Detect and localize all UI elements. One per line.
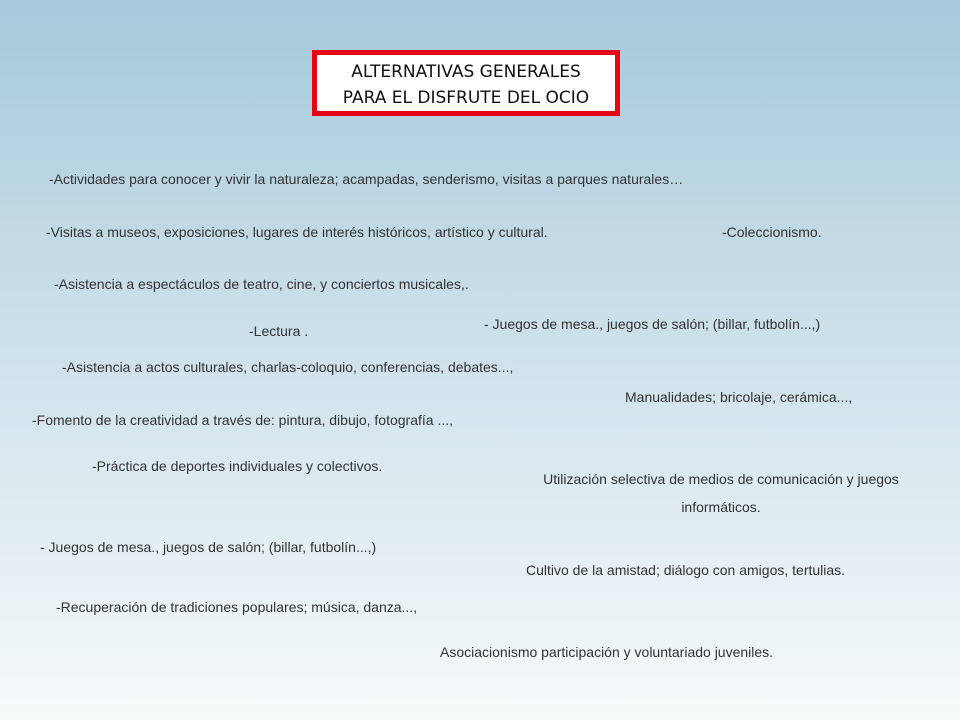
item-deportes: -Práctica de deportes individuales y colectivos. <box>92 458 383 474</box>
item-espectaculos: -Asistencia a espectáculos de teatro, cine, y conciertos musicales,. <box>54 276 469 292</box>
item-creatividad: -Fomento de la creatividad a través de: pintura, dibujo, fotografía ..., <box>32 412 454 428</box>
item-juegos-mesa-left: - Juegos de mesa., juegos de salón; (billar, futbolín...,) <box>40 539 377 555</box>
item-tradiciones: -Recuperación de tradiciones populares; música, danza..., <box>56 599 418 615</box>
item-medios: Utilización selectiva de medios de comunicación y juegos informáticos. <box>543 471 899 515</box>
item-coleccionismo: -Coleccionismo. <box>722 224 822 240</box>
slide-title-line-1: ALTERNATIVAS GENERALES <box>351 62 581 82</box>
item-manualidades: Manualidades; bricolaje, cerámica..., <box>625 389 853 405</box>
item-amistad: Cultivo de la amistad; diálogo con amigos, tertulias. <box>526 562 846 578</box>
item-juegos-mesa-right: - Juegos de mesa., juegos de salón; (billar, futbolín...,) <box>484 316 821 332</box>
item-lectura: -Lectura . <box>249 323 309 339</box>
slide-title-box <box>312 50 620 116</box>
item-naturaleza: -Actividades para conocer y vivir la naturaleza; acampadas, senderismo, visitas a parques naturales… <box>49 171 684 187</box>
item-museos: -Visitas a museos, exposiciones, lugares de interés históricos, artístico y cultural. <box>46 224 548 240</box>
item-asociacionismo: Asociacionismo participación y voluntariado juveniles. <box>440 644 774 660</box>
item-actos-culturales: -Asistencia a actos culturales, charlas-coloquio, conferencias, debates..., <box>62 359 514 375</box>
slide-title-line-2: PARA EL DISFRUTE DEL OCIO <box>342 88 590 108</box>
